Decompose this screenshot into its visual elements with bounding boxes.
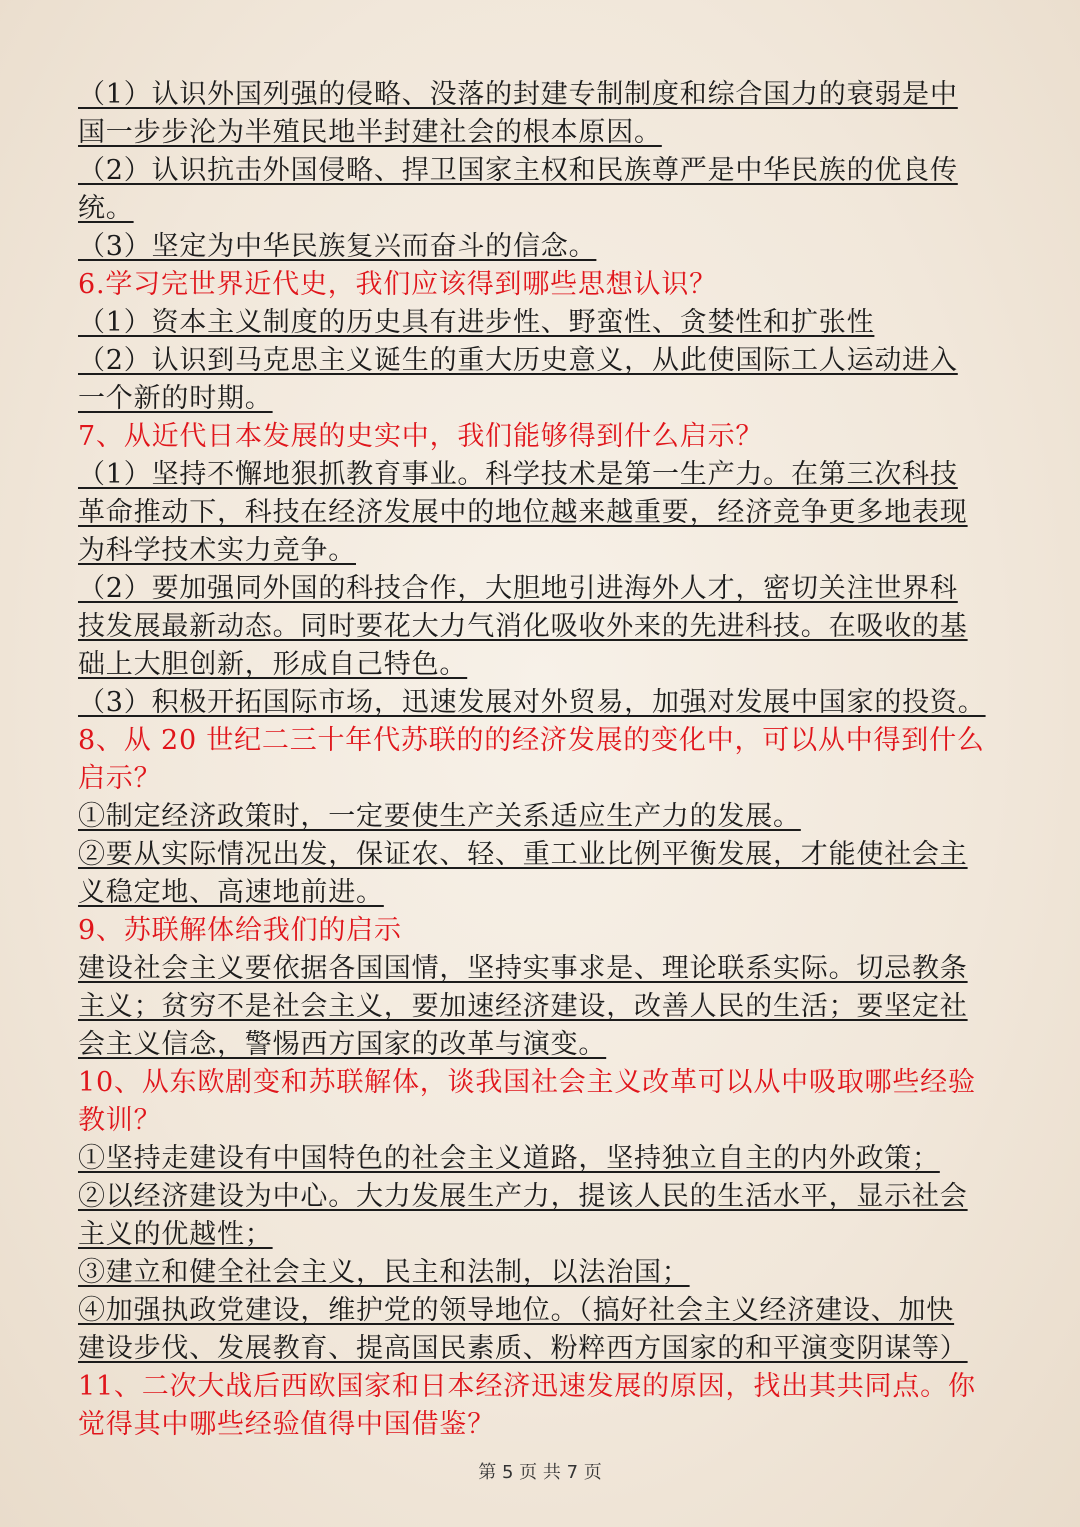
question-heading: 启示？ bbox=[78, 763, 162, 794]
answer-line: （3）坚定为中华民族复兴而奋斗的信念。 bbox=[78, 231, 597, 262]
question-heading: 10、从东欧剧变和苏联解体，谈我国社会主义改革可以从中吸取哪些经验 bbox=[78, 1067, 976, 1098]
answer-line: 技发展最新动态。同时要花大力气消化吸收外来的先进科技。在吸收的基 bbox=[78, 611, 968, 642]
question-heading: 8、从 20 世纪二三十年代苏联的的经济发展的变化中，可以从中得到什么 bbox=[78, 725, 985, 756]
answer-line: 建设社会主义要依据各国国情，坚持实事求是、理论联系实际。切忌教条 bbox=[78, 953, 968, 984]
answer-line: （1）坚持不懈地狠抓教育事业。科学技术是第一生产力。在第三次科技 bbox=[78, 459, 958, 490]
answer-line: 会主义信念，警惕西方国家的改革与演变。 bbox=[78, 1029, 607, 1060]
answer-line: 国一步步沦为半殖民地半封建社会的根本原因。 bbox=[78, 117, 662, 148]
answer-line: ②以经济建设为中心。大力发展生产力，提该人民的生活水平，显示社会 bbox=[78, 1181, 968, 1212]
answer-line: 义稳定地、高速地前进。 bbox=[78, 877, 384, 908]
answer-line: （2）认识到马克思主义诞生的重大历史意义，从此使国际工人运动进入 bbox=[78, 345, 958, 376]
question-heading: 教训？ bbox=[78, 1105, 162, 1136]
answer-line: ①坚持走建设有中国特色的社会主义道路，坚持独立自主的内外政策； bbox=[78, 1143, 940, 1174]
question-heading: 11、二次大战后西欧国家和日本经济迅速发展的原因，找出其共同点。你 bbox=[78, 1371, 976, 1402]
page-number: 第 5 页 共 7 页 bbox=[478, 1462, 602, 1483]
answer-line: 主义的优越性； bbox=[78, 1219, 273, 1250]
answer-line: 为科学技术实力竞争。 bbox=[78, 535, 356, 566]
answer-line: 础上大胆创新，形成自己特色。 bbox=[78, 649, 468, 680]
question-heading: 6.学习完世界近代史，我们应该得到哪些思想认识？ bbox=[78, 269, 717, 300]
answer-line: ②要从实际情况出发，保证农、轻、重工业比例平衡发展，才能使社会主 bbox=[78, 839, 968, 870]
answer-line: ③建立和健全社会主义，民主和法制，以法治国； bbox=[78, 1257, 690, 1288]
answer-line: 建设步伐、发展教育、提高国民素质、粉粹西方国家的和平演变阴谋等） bbox=[78, 1333, 968, 1364]
answer-line: ④加强执政党建设，维护党的领导地位。（搞好社会主义经济建设、加快 bbox=[78, 1295, 955, 1326]
answer-line: 一个新的时期。 bbox=[78, 383, 273, 414]
answer-line: 统。 bbox=[78, 193, 134, 224]
question-heading: 觉得其中哪些经验值得中国借鉴？ bbox=[78, 1409, 495, 1440]
answer-line: （2）认识抗击外国侵略、捍卫国家主权和民族尊严是中华民族的优良传 bbox=[78, 155, 958, 186]
question-heading: 9、苏联解体给我们的启示 bbox=[78, 915, 402, 946]
answer-line: （2）要加强同外国的科技合作，大胆地引进海外人才，密切关注世界科 bbox=[78, 573, 958, 604]
answer-line: 革命推动下，科技在经济发展中的地位越来越重要，经济竞争更多地表现 bbox=[78, 497, 968, 528]
answer-line: 主义；贫穷不是社会主义，要加速经济建设，改善人民的生活；要坚定社 bbox=[78, 991, 968, 1022]
answer-line: ①制定经济政策时，一定要使生产关系适应生产力的发展。 bbox=[78, 801, 801, 832]
question-heading: 7、从近代日本发展的史实中，我们能够得到什么启示？ bbox=[78, 421, 764, 452]
answer-line: （1）资本主义制度的历史具有进步性、野蛮性、贪婪性和扩张性 bbox=[78, 307, 875, 338]
answer-line: （3）积极开拓国际市场，迅速发展对外贸易，加强对发展中国家的投资。 bbox=[78, 687, 986, 718]
answer-line: （1）认识外国列强的侵略、没落的封建专制制度和综合国力的衰弱是中 bbox=[78, 79, 958, 110]
